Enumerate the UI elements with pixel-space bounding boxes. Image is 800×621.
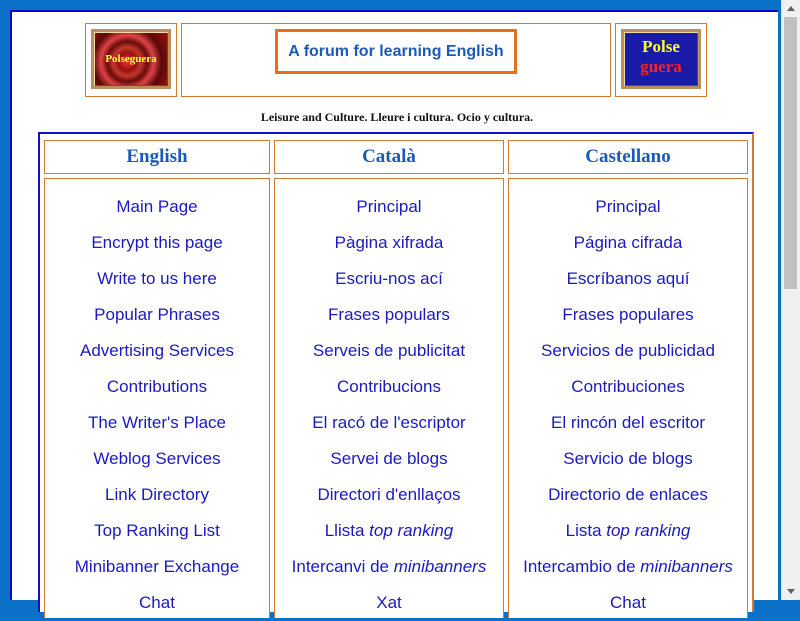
menu-link-text: Lista bbox=[565, 521, 607, 540]
menu-link[interactable] bbox=[45, 477, 269, 513]
menu-link-emphasis: minibanners bbox=[640, 557, 733, 576]
menu-link[interactable] bbox=[275, 261, 503, 297]
column-heading-english: English bbox=[44, 140, 270, 174]
menu-link[interactable] bbox=[509, 477, 747, 513]
menu-link-text: Write to us here bbox=[97, 269, 217, 288]
scroll-down-arrow-icon[interactable] bbox=[782, 583, 800, 600]
menu-list-catala bbox=[275, 179, 503, 621]
logo-left-cell bbox=[85, 23, 177, 97]
menu-link[interactable] bbox=[275, 297, 503, 333]
site-title-link[interactable]: A forum for learning English bbox=[275, 29, 517, 74]
menu-link-text: Chat bbox=[610, 593, 646, 612]
menu-link-text: Link Directory bbox=[105, 485, 209, 504]
menu-link-text: Popular Phrases bbox=[94, 305, 220, 324]
menu-link-text: Frases populares bbox=[562, 305, 694, 324]
menu-link[interactable] bbox=[45, 369, 269, 405]
language-menu-table bbox=[38, 132, 754, 612]
menu-link-text: Serveis de publicitat bbox=[312, 341, 466, 360]
menu-link[interactable] bbox=[45, 549, 269, 585]
menu-link-text: Frases populars bbox=[328, 305, 450, 324]
menu-link[interactable] bbox=[45, 333, 269, 369]
menu-link-text: Contribuciones bbox=[571, 377, 685, 396]
logo-right-line1: Polse bbox=[642, 37, 680, 56]
menu-link-text: Servei de blogs bbox=[330, 449, 448, 468]
menu-link-text: Minibanner Exchange bbox=[74, 557, 240, 576]
menu-link[interactable] bbox=[45, 261, 269, 297]
menu-link[interactable] bbox=[275, 405, 503, 441]
menu-link[interactable] bbox=[45, 297, 269, 333]
menu-link[interactable] bbox=[45, 225, 269, 261]
menu-link-emphasis: minibanners bbox=[393, 557, 487, 576]
menu-list-castellano bbox=[509, 179, 747, 621]
page-content bbox=[12, 12, 778, 612]
menu-link[interactable] bbox=[45, 189, 269, 225]
menu-link[interactable] bbox=[509, 225, 747, 261]
menu-link[interactable] bbox=[275, 225, 503, 261]
menu-link[interactable] bbox=[509, 513, 747, 549]
menu-link[interactable] bbox=[509, 261, 747, 297]
menu-link[interactable] bbox=[45, 405, 269, 441]
menu-link-text: Página cifrada bbox=[573, 233, 683, 252]
menu-link[interactable] bbox=[509, 585, 747, 621]
column-heading-catala: Català bbox=[274, 140, 504, 174]
menu-link-text: El rincón del escritor bbox=[550, 413, 705, 432]
logo-left-text: Polseguera bbox=[105, 53, 157, 65]
menu-link[interactable] bbox=[45, 585, 269, 621]
scroll-up-arrow-icon[interactable] bbox=[782, 0, 800, 17]
menu-link-text: Principal bbox=[356, 197, 422, 216]
polseguera-logo-left[interactable] bbox=[91, 29, 171, 89]
menu-link[interactable] bbox=[275, 441, 503, 477]
menu-link[interactable] bbox=[509, 297, 747, 333]
menu-link-text: Pàgina xifrada bbox=[334, 233, 444, 252]
menu-link-text: Escríbanos aquí bbox=[566, 269, 690, 288]
menu-link[interactable] bbox=[275, 333, 503, 369]
menu-link[interactable] bbox=[275, 549, 503, 585]
polseguera-logo-right[interactable] bbox=[621, 29, 701, 89]
menu-link-text: Contributions bbox=[106, 377, 208, 396]
menu-link-text: Escriu-nos ací bbox=[335, 269, 443, 288]
menu-link-text: Encrypt this page bbox=[91, 233, 223, 252]
menu-link[interactable] bbox=[275, 585, 503, 621]
logo-right-cell bbox=[615, 23, 707, 97]
menu-link-emphasis: top ranking bbox=[369, 521, 454, 540]
menu-link[interactable] bbox=[275, 477, 503, 513]
menu-link[interactable] bbox=[45, 441, 269, 477]
menu-link[interactable] bbox=[509, 189, 747, 225]
menu-column-english bbox=[44, 178, 270, 618]
menu-column-catala bbox=[274, 178, 504, 618]
menu-link-text: Principal bbox=[595, 197, 661, 216]
vertical-scrollbar[interactable] bbox=[781, 0, 800, 600]
menu-link-text: Directorio de enlaces bbox=[548, 485, 708, 504]
menu-link[interactable] bbox=[509, 369, 747, 405]
menu-link[interactable] bbox=[275, 513, 503, 549]
column-heading-castellano: Castellano bbox=[508, 140, 748, 174]
menu-link[interactable] bbox=[275, 369, 503, 405]
menu-link-text: El racó de l'escriptor bbox=[312, 413, 466, 432]
menu-link[interactable] bbox=[45, 513, 269, 549]
menu-link[interactable] bbox=[509, 333, 747, 369]
menu-link-text: The Writer's Place bbox=[87, 413, 227, 432]
menu-link-text: Advertising Services bbox=[79, 341, 234, 360]
logo-right-line2: guera bbox=[640, 57, 682, 76]
menu-link[interactable] bbox=[509, 405, 747, 441]
tagline: Leisure and Culture. Lleure i cultura. Ocio y cultura. bbox=[260, 110, 534, 124]
menu-link[interactable] bbox=[509, 441, 747, 477]
menu-list-english bbox=[45, 179, 269, 621]
menu-link-text: Intercambio de bbox=[523, 557, 641, 576]
menu-link-text: Intercanvi de bbox=[291, 557, 394, 576]
scrollbar-thumb[interactable] bbox=[784, 17, 797, 289]
menu-link-text: Weblog Services bbox=[93, 449, 221, 468]
menu-link[interactable] bbox=[509, 549, 747, 585]
menu-link-text: Main Page bbox=[116, 197, 198, 216]
menu-link-text: Servicio de blogs bbox=[563, 449, 693, 468]
menu-link-text: Xat bbox=[376, 593, 402, 612]
menu-link-text: Directori d'enllaços bbox=[317, 485, 461, 504]
menu-link[interactable] bbox=[275, 189, 503, 225]
title-cell bbox=[181, 23, 611, 97]
menu-link-text: Contribucions bbox=[337, 377, 441, 396]
menu-link-text: Servicios de publicidad bbox=[541, 341, 715, 360]
menu-column-castellano bbox=[508, 178, 748, 618]
menu-link-text: Top Ranking List bbox=[94, 521, 220, 540]
menu-link-text: Llista bbox=[324, 521, 370, 540]
menu-link-text: Chat bbox=[139, 593, 175, 612]
menu-link-emphasis: top ranking bbox=[606, 521, 691, 540]
